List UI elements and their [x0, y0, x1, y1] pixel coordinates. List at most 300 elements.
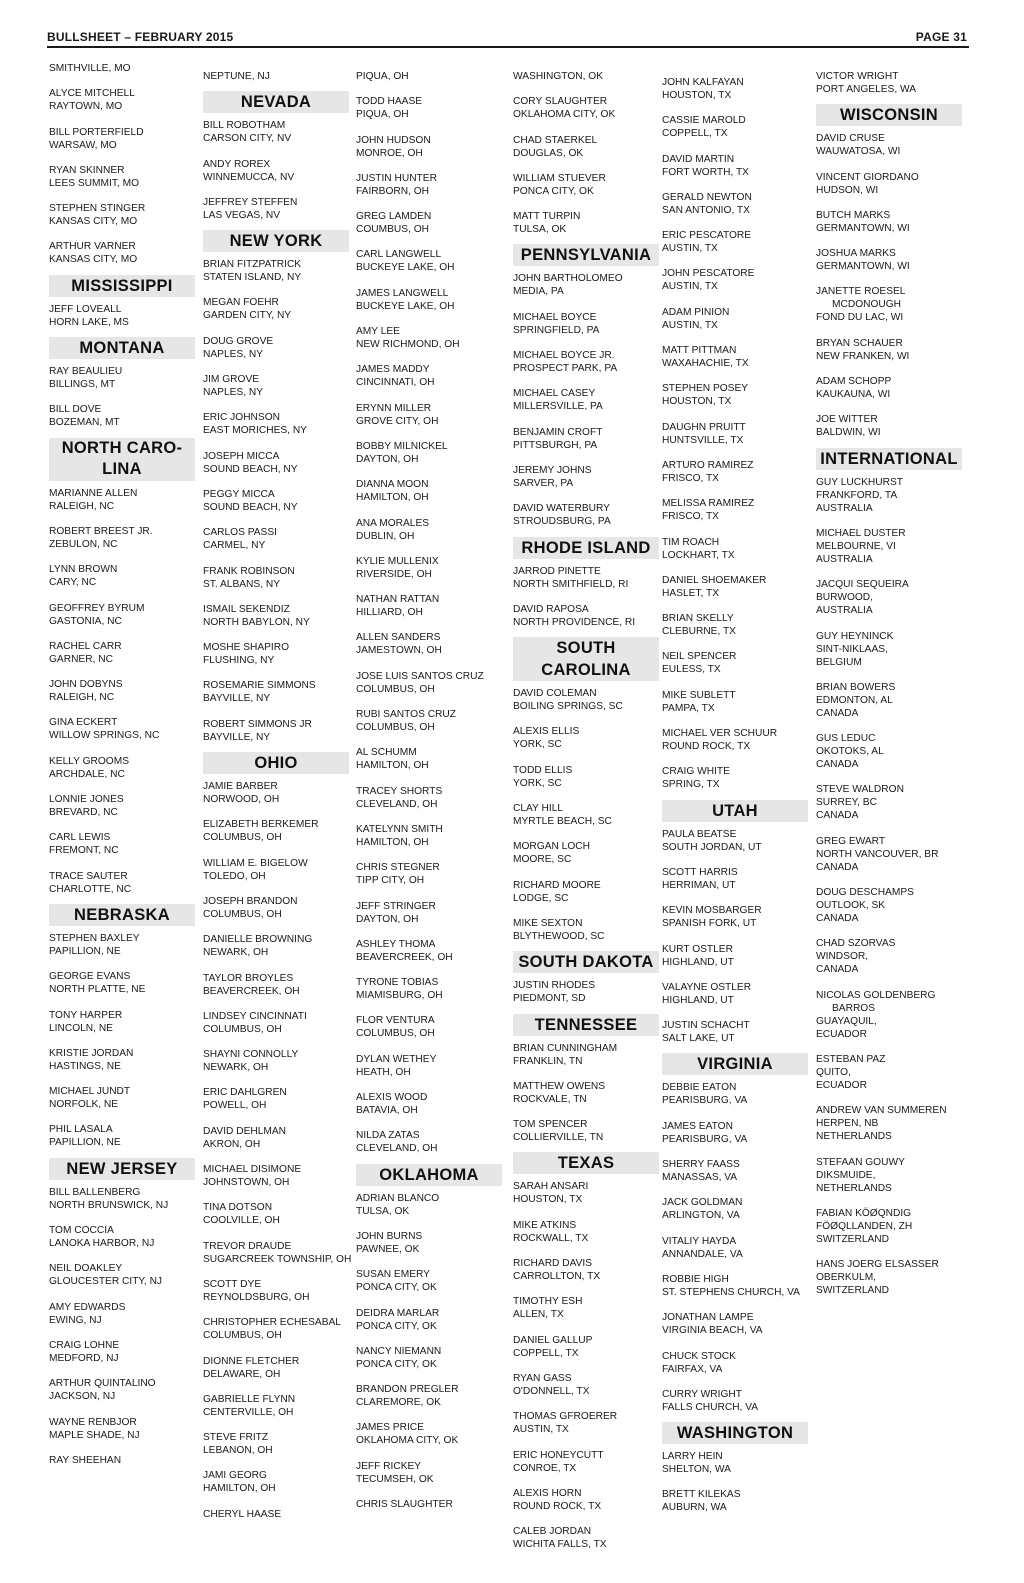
- list-entry: [203, 1086, 349, 1112]
- list-entry: [662, 904, 808, 930]
- list-entry: [513, 879, 659, 905]
- entry-name: TOM SPENCER: [513, 1119, 588, 1131]
- entry-location: HILLIARD, OH: [356, 607, 423, 619]
- entry-location: GUAYAQUIL,: [816, 1015, 877, 1027]
- list-entry: [203, 335, 349, 361]
- entry-location: EDMONTON, AL: [816, 694, 893, 706]
- entry-location: SAN ANTONIO, TX: [662, 204, 750, 216]
- state-heading: [49, 438, 195, 481]
- list-entry: [49, 1047, 195, 1073]
- entry-location: DIKSMUIDE,: [816, 1169, 876, 1181]
- list-entry: [662, 497, 808, 523]
- entry-location: HAMILTON, OH: [356, 836, 429, 848]
- list-entry: [662, 727, 808, 753]
- entry-location: HIGHLAND, UT: [662, 956, 734, 968]
- entry-location: FALLS CHURCH, VA: [662, 1401, 759, 1413]
- list-entry: [662, 1273, 808, 1299]
- entry-location: BURWOOD,: [816, 592, 873, 604]
- entry-location: BOILING SPRINGS, SC: [513, 701, 623, 713]
- entry-name: CHRISTOPHER ECHESABAL: [203, 1317, 341, 1329]
- list-entry: [49, 755, 195, 781]
- entry-name: CHRIS STEGNER: [356, 862, 440, 874]
- list-entry: [356, 210, 502, 236]
- entry-location: ECUADOR: [816, 1028, 867, 1040]
- entry-location: COLUMBUS, OH: [356, 1028, 435, 1040]
- entry-name: MIKE SEXTON: [513, 917, 583, 929]
- state-heading: [513, 244, 659, 266]
- entry-location: DAYTON, OH: [356, 453, 419, 465]
- entry-location: WINNEMUCCA, NV: [203, 171, 295, 183]
- entry-location: SARVER, PA: [513, 477, 574, 489]
- list-entry: [816, 1207, 962, 1246]
- entry-name: CHUCK STOCK: [662, 1350, 736, 1362]
- list-entry: [49, 716, 195, 742]
- entry-location: TIPP CITY, OH: [356, 875, 425, 887]
- list-entry: [49, 1224, 195, 1250]
- list-entry: [816, 413, 962, 439]
- entry-location: MAPLE SHADE, NJ: [49, 1429, 140, 1441]
- list-entry: [49, 970, 195, 996]
- entry-name: BRIAN BOWERS: [816, 681, 896, 693]
- list-entry: [49, 240, 195, 266]
- entry-location: SPANISH FORK, UT: [662, 918, 757, 930]
- entry-name: BRIAN FITZPATRICK: [203, 259, 302, 271]
- entry-location: NEW RICHMOND, OH: [356, 339, 460, 351]
- entry-location: POWELL, OH: [203, 1100, 267, 1112]
- entry-location: BARROS: [832, 1002, 876, 1014]
- state-heading: [662, 800, 808, 822]
- entry-location: CARROLLTON, TX: [513, 1271, 601, 1283]
- state-heading-text: UTAH: [712, 801, 758, 820]
- list-entry: [49, 678, 195, 704]
- list-entry: [513, 1257, 659, 1283]
- entry-location: NORTH BRUNSWICK, NJ: [49, 1199, 169, 1211]
- entry-location: PEARISBURG, VA: [662, 1095, 748, 1107]
- entry-name: VICTOR WRIGHT: [816, 71, 899, 82]
- entry-location: CLEVELAND, OH: [356, 798, 438, 810]
- entry-location: BILLINGS, MT: [49, 379, 116, 391]
- list-entry: [513, 1525, 659, 1551]
- list-entry: [513, 603, 659, 629]
- entry-name: CRAIG WHITE: [662, 766, 730, 778]
- entry-location: CINCINNATI, OH: [356, 377, 435, 389]
- entry-name: MICHAEL DUSTER: [816, 527, 906, 539]
- entry-name: SARAH ANSARI: [513, 1181, 589, 1193]
- entry-location: GARNER, NC: [49, 653, 113, 665]
- entry-location: SUGARCREEK TOWNSHIP, OH: [203, 1253, 352, 1265]
- entry-name: DAVID RAPOSA: [513, 603, 589, 615]
- entry-location: BLYTHEWOOD, SC: [513, 930, 605, 942]
- state-heading-text: TEXAS: [557, 1154, 615, 1173]
- entry-location: FORT WORTH, TX: [662, 166, 749, 178]
- entry-name: BILL ROBOTHAM: [203, 120, 286, 132]
- entry-location: DOUGLAS, OK: [513, 147, 584, 159]
- list-entry: [816, 132, 962, 158]
- entry-name: AMY EDWARDS: [49, 1301, 126, 1313]
- entry-name: KURT OSTLER: [662, 943, 733, 955]
- entry-location: OUTLOOK, SK: [816, 900, 886, 912]
- entry-location: GERMANTOWN, WI: [816, 261, 910, 273]
- entry-name: JOSEPH BRANDON: [203, 895, 298, 907]
- list-entry: [49, 62, 195, 75]
- list-entry: [203, 296, 349, 322]
- list-entry: [49, 1377, 195, 1403]
- list-entry: [203, 1048, 349, 1074]
- entry-location: HASTINGS, NE: [49, 1060, 121, 1072]
- entry-location: FAIRFAX, VA: [662, 1363, 723, 1375]
- entry-location: CANADA: [816, 759, 859, 771]
- entry-location: KAUKAUNA, WI: [816, 389, 891, 401]
- list-entry: [662, 382, 808, 408]
- entry-location: AUSTRALIA: [816, 502, 873, 514]
- entry-location: MCDONOUGH: [832, 299, 902, 311]
- entry-name: STEPHEN POSEY: [662, 383, 749, 395]
- entry-location: TOLEDO, OH: [203, 870, 266, 882]
- entry-name: RAY SHEEHAN: [49, 1454, 122, 1466]
- entry-location: NETHERLANDS: [816, 1182, 892, 1194]
- entry-name: JAMES MADDY: [356, 364, 430, 376]
- entry-location: SPRING, TX: [662, 779, 720, 791]
- entry-name: RICHARD MOORE: [513, 879, 601, 891]
- entry-location: ST. ALBANS, NY: [203, 578, 281, 590]
- entry-name: ADAM SCHOPP: [816, 376, 892, 388]
- entry-name: ASHLEY THOMA: [356, 938, 436, 950]
- list-entry: [49, 1186, 195, 1212]
- entry-name: JUSTIN SCHACHT: [662, 1020, 750, 1032]
- column-2: [203, 70, 352, 1533]
- list-entry: [662, 1450, 808, 1476]
- entry-name: ARTURO RAMIREZ: [662, 459, 754, 471]
- state-heading: [513, 951, 659, 973]
- list-entry: [356, 1460, 502, 1486]
- list-entry: [203, 1278, 349, 1304]
- entry-name: DANIEL SHOEMAKER: [662, 574, 767, 586]
- list-entry: [203, 565, 349, 591]
- entry-location: WARSAW, MO: [49, 139, 117, 151]
- list-entry: [513, 565, 659, 591]
- entry-location: RALEIGH, NC: [49, 500, 115, 512]
- list-entry: [356, 172, 502, 198]
- entry-location: FÖØQLLANDEN, ZH: [816, 1220, 913, 1232]
- list-entry: [662, 459, 808, 485]
- list-entry: [203, 603, 349, 629]
- entry-name: JEFF LOVEALL: [49, 303, 122, 315]
- state-heading: [203, 752, 349, 774]
- entry-name: BILL DOVE: [49, 404, 102, 416]
- entry-name: NEPTUNE, NJ: [203, 71, 270, 82]
- entry-name: DOUG GROVE: [203, 335, 274, 347]
- entry-location: NORTH SMITHFIELD, RI: [513, 578, 629, 590]
- entry-name: SHERRY FAASS: [662, 1159, 740, 1171]
- entry-location: COLUMBUS, OH: [203, 908, 282, 920]
- list-entry: [513, 687, 659, 713]
- entry-name: ANDY ROREX: [203, 158, 271, 170]
- entry-name: TAYLOR BROYLES: [203, 972, 294, 984]
- column-4: [513, 70, 659, 1563]
- list-entry: [662, 612, 808, 638]
- list-entry: [816, 681, 962, 720]
- entry-name: GEORGE EVANS: [49, 971, 131, 983]
- list-entry: [513, 1219, 659, 1245]
- list-entry: [49, 126, 195, 152]
- entry-name: JAMES PRICE: [356, 1422, 424, 1434]
- list-entry: [513, 70, 659, 83]
- entry-name: MIKE ATKINS: [513, 1219, 577, 1231]
- entry-name: JOE WITTER: [816, 414, 878, 426]
- list-entry: [513, 502, 659, 528]
- entry-name: TONY HARPER: [49, 1009, 123, 1021]
- list-entry: [49, 1454, 195, 1467]
- list-entry: [49, 403, 195, 429]
- entry-name: JAMIE BARBER: [203, 781, 278, 793]
- list-entry: [49, 1301, 195, 1327]
- list-entry: [513, 1042, 659, 1068]
- list-entry: [356, 555, 502, 581]
- list-entry: [513, 1449, 659, 1475]
- entry-name: RICHARD DAVIS: [513, 1258, 593, 1270]
- list-entry: [356, 287, 502, 313]
- list-entry: [816, 937, 962, 976]
- state-heading-text: OHIO: [254, 754, 298, 773]
- entry-location: ROUND ROCK, TX: [513, 1500, 602, 1512]
- state-heading: [49, 337, 195, 359]
- entry-name: WASHINGTON, OK: [513, 71, 603, 82]
- list-entry: [49, 640, 195, 666]
- entry-location: DUBLIN, OH: [356, 530, 415, 542]
- entry-location: RAYTOWN, MO: [49, 101, 123, 113]
- entry-name: MICHAEL BOYCE: [513, 311, 597, 323]
- entry-location: CLEBURNE, TX: [662, 626, 736, 638]
- entry-location: DELAWARE, OH: [203, 1368, 281, 1380]
- entry-name: MATTHEW OWENS: [513, 1080, 606, 1092]
- entry-name: JOHN KALFAYAN: [662, 77, 744, 88]
- state-heading: [513, 1014, 659, 1036]
- entry-location: WAXAHACHIE, TX: [662, 358, 749, 370]
- state-heading-text: PENNSYLVANIA: [520, 246, 652, 265]
- entry-name: GINA ECKERT: [49, 717, 118, 729]
- entry-location: FAIRBORN, OH: [356, 185, 430, 197]
- entry-location: LANOKA HARBOR, NJ: [49, 1238, 155, 1250]
- list-entry: [662, 114, 808, 140]
- entry-location: CANADA: [816, 810, 859, 822]
- list-entry: [203, 933, 349, 959]
- entry-location: MONROE, OH: [356, 147, 423, 159]
- state-heading-text: VIRGINIA: [697, 1055, 773, 1074]
- entry-location: LOCKHART, TX: [662, 549, 735, 561]
- list-entry: [49, 303, 195, 329]
- entry-name: MEGAN FOEHR: [203, 297, 279, 309]
- entry-name: DAVID MARTIN: [662, 153, 735, 165]
- entry-location: NAPLES, NY: [203, 387, 264, 399]
- entry-name: MICHAEL JUNDT: [49, 1086, 131, 1098]
- list-entry: [662, 1235, 808, 1261]
- list-entry: [356, 402, 502, 428]
- list-entry: [356, 1345, 502, 1371]
- entry-location: AKRON, OH: [203, 1138, 261, 1150]
- entry-location: BREVARD, NC: [49, 807, 118, 819]
- entry-name: ANDREW VAN SUMMEREN: [816, 1105, 947, 1117]
- entry-name: NEIL SPENCER: [662, 651, 737, 663]
- entry-location: OKLAHOMA CITY, OK: [513, 109, 616, 121]
- entry-name: TIMOTHY ESH: [513, 1296, 583, 1308]
- list-entry: [49, 1262, 195, 1288]
- list-entry: [356, 1383, 502, 1409]
- list-entry: [816, 732, 962, 771]
- entry-location: GERMANTOWN, WI: [816, 222, 910, 234]
- entry-location: SPRINGFIELD, PA: [513, 324, 600, 336]
- entry-name: DAVID COLEMAN: [513, 688, 597, 700]
- list-entry: [356, 1498, 502, 1511]
- column-6: [816, 70, 962, 1309]
- entry-name: RYAN GASS: [513, 1372, 572, 1384]
- entry-location: COPPELL, TX: [662, 128, 728, 140]
- entry-name: CHRIS SLAUGHTER: [356, 1498, 453, 1510]
- list-entry: [513, 1180, 659, 1206]
- list-entry: [356, 95, 502, 121]
- entry-name: MIKE SUBLETT: [662, 689, 736, 701]
- list-entry: [662, 191, 808, 217]
- list-entry: [203, 196, 349, 222]
- list-entry: [356, 1230, 502, 1256]
- list-entry: [203, 1316, 349, 1342]
- entry-location: CONROE, TX: [513, 1462, 577, 1474]
- state-heading-text: NEW JERSEY: [66, 1159, 178, 1178]
- entry-location: HOUSTON, TX: [513, 1194, 583, 1206]
- entry-name: TODD ELLIS: [513, 764, 573, 776]
- entry-location: AUSTIN, TX: [662, 281, 718, 293]
- list-entry: [816, 989, 962, 1041]
- state-heading-text: NEVADA: [240, 93, 312, 112]
- list-entry: [816, 783, 962, 822]
- list-entry: [356, 1268, 502, 1294]
- entry-name: RYAN SKINNER: [49, 164, 125, 176]
- entry-name: BOBBY MILNICKEL: [356, 440, 448, 452]
- entry-location: PROSPECT PARK, PA: [513, 363, 618, 375]
- entry-location: MYRTLE BEACH, SC: [513, 816, 612, 828]
- entry-name: TRACE SAUTER: [49, 870, 128, 882]
- entry-name: ROBBIE HIGH: [662, 1273, 729, 1285]
- entry-location: HIGHLAND, UT: [662, 994, 734, 1006]
- entry-name: JAMI GEORG: [203, 1470, 267, 1482]
- entry-name: ESTEBAN PAZ: [816, 1053, 886, 1065]
- list-entry: [203, 258, 349, 284]
- entry-name: MORGAN LOCH: [513, 841, 590, 853]
- state-heading-text: NEBRASKA: [74, 905, 170, 924]
- entry-location: BUCKEYE LAKE, OH: [356, 262, 455, 274]
- entry-name: RACHEL CARR: [49, 640, 122, 652]
- entry-name: WAYNE RENBJOR: [49, 1416, 137, 1428]
- entry-location: STATEN ISLAND, NY: [203, 272, 302, 284]
- list-entry: [203, 1201, 349, 1227]
- entry-name: TRACEY SHORTS: [356, 785, 443, 797]
- entry-location: COLUMBUS, OH: [356, 722, 435, 734]
- entry-name: BUTCH MARKS: [816, 209, 891, 221]
- list-entry: [662, 267, 808, 293]
- entry-location: BELGIUM: [816, 656, 862, 668]
- entry-name: DAVID CRUSE: [816, 133, 885, 145]
- page-header: [47, 28, 969, 48]
- column-1: [49, 62, 195, 1479]
- entry-location: GLOUCESTER CITY, NJ: [49, 1276, 163, 1288]
- entry-name: ROSEMARIE SIMMONS: [203, 680, 316, 692]
- entry-location: HASLET, TX: [662, 587, 719, 599]
- list-entry: [203, 1393, 349, 1419]
- entry-name: ALEXIS WOOD: [356, 1092, 428, 1104]
- list-entry: [203, 411, 349, 437]
- entry-name: KYLIE MULLENIX: [356, 555, 439, 567]
- entry-location: ALLEN, TX: [513, 1309, 564, 1321]
- list-entry: [49, 831, 195, 857]
- entry-name: JOHN PESCATORE: [662, 268, 755, 280]
- list-entry: [356, 248, 502, 274]
- entry-location: HAMILTON, OH: [203, 1483, 276, 1495]
- entry-location: BAYVILLE, NY: [203, 731, 271, 743]
- list-entry: [203, 857, 349, 883]
- entry-location: WILLOW SPRINGS, NC: [49, 730, 160, 742]
- entry-name: ROBERT SIMMONS JR: [203, 718, 312, 730]
- entry-location: MEDIA, PA: [513, 286, 564, 298]
- entry-location: NORTH BABYLON, NY: [203, 616, 310, 628]
- entry-location: ZEBULON, NC: [49, 538, 118, 550]
- entry-location: MIAMISBURG, OH: [356, 990, 443, 1002]
- entry-name: KELLY GROOMS: [49, 755, 130, 767]
- entry-name: MELISSA RAMIREZ: [662, 498, 755, 510]
- entry-location: ROUND ROCK, TX: [662, 741, 751, 753]
- list-entry: [356, 1192, 502, 1218]
- list-entry: [49, 365, 195, 391]
- list-entry: [816, 476, 962, 515]
- entry-location: FREMONT, NC: [49, 845, 119, 857]
- state-heading-text: NORTH CARO-: [61, 438, 183, 457]
- entry-name: MOSHE SHAPIRO: [203, 642, 290, 654]
- entry-location: CENTERVILLE, OH: [203, 1406, 294, 1418]
- entry-name: ANA MORALES: [356, 517, 430, 529]
- list-entry: [203, 158, 349, 184]
- state-heading: [816, 448, 962, 470]
- entry-name: TINA DOTSON: [203, 1202, 273, 1214]
- entry-name: CARLOS PASSI: [203, 527, 277, 539]
- list-entry: [49, 164, 195, 190]
- entry-location: BAYVILLE, NY: [203, 693, 271, 705]
- list-entry: [356, 1091, 502, 1117]
- list-entry: [203, 373, 349, 399]
- entry-location: FLUSHING, NY: [203, 655, 275, 667]
- entry-name: DAVID WATERBURY: [513, 503, 610, 515]
- entry-location: AUSTIN, TX: [513, 1424, 569, 1436]
- entry-name: VITALIY HAYDA: [662, 1235, 737, 1247]
- entry-name: FRANK ROBINSON: [203, 565, 295, 577]
- entry-location: KANSAS CITY, MO: [49, 254, 138, 266]
- list-entry: [203, 1163, 349, 1189]
- entry-name: JEFFREY STEFFEN: [203, 196, 298, 208]
- entry-name: RUBI SANTOS CRUZ: [356, 709, 456, 721]
- list-entry: [203, 488, 349, 514]
- entry-name: MICHAEL CASEY: [513, 388, 596, 400]
- entry-location: FRISCO, TX: [662, 511, 719, 523]
- entry-name: JUSTIN RHODES: [513, 980, 596, 992]
- state-heading: [513, 537, 659, 559]
- list-entry: [662, 1019, 808, 1045]
- list-entry: [356, 70, 502, 83]
- list-entry: [816, 886, 962, 925]
- list-entry: [49, 563, 195, 589]
- entry-name: TIM ROACH: [662, 536, 720, 548]
- entry-location: FRISCO, TX: [662, 472, 719, 484]
- entry-location: NETHERLANDS: [816, 1131, 892, 1143]
- entry-location: KANSAS CITY, MO: [49, 216, 138, 228]
- entry-name: BILL PORTERFIELD: [49, 126, 144, 138]
- entry-name: JACQUI SEQUEIRA: [816, 579, 909, 591]
